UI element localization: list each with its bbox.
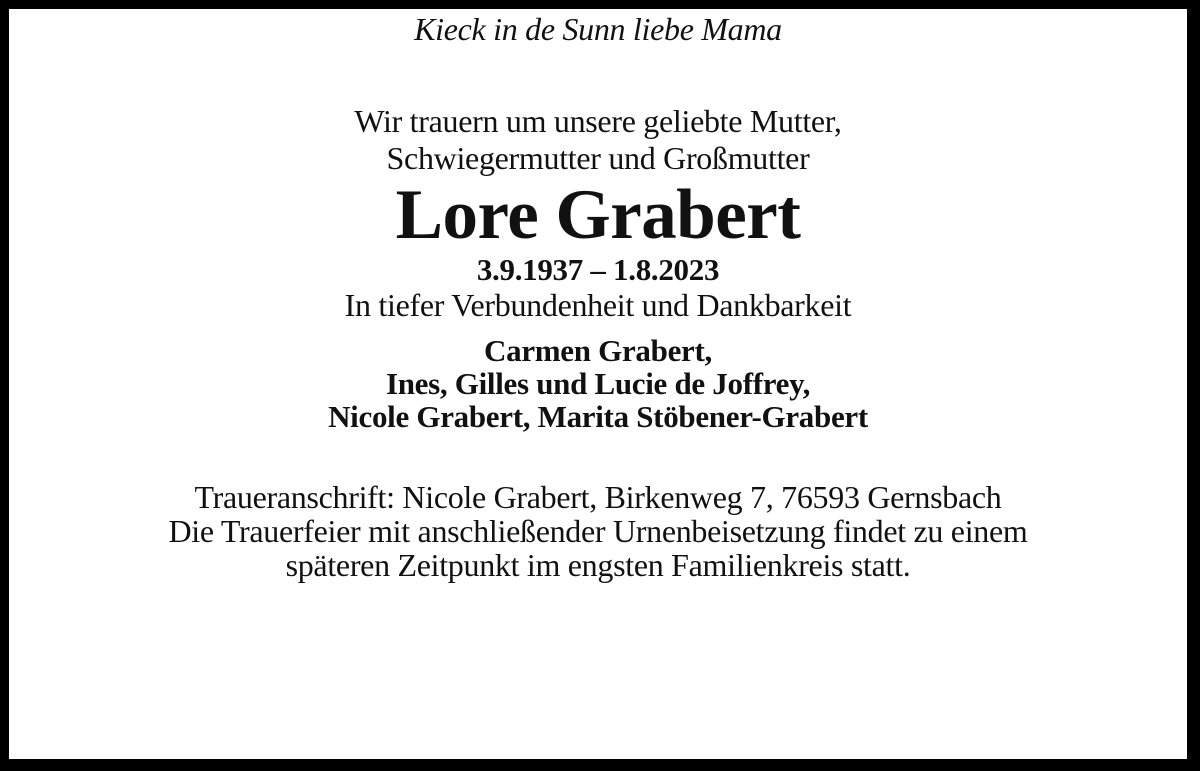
intro-line-1: Wir trauern um unsere geliebte Mutter,: [354, 103, 842, 139]
footer-ceremony-line-2: späteren Zeitpunkt im engsten Familienkreis statt.: [285, 547, 911, 583]
mourner-line: Ines, Gilles und Lucie de Joffrey,: [385, 366, 811, 401]
footer-block: [9, 480, 1187, 582]
mourners-list: [9, 334, 1187, 433]
intro-line-2: Schwiegermutter und Großmutter: [386, 140, 810, 176]
condolence-line: In tiefer Verbundenheit und Dankbarkeit: [344, 287, 852, 323]
footer-address-line: Traueranschrift: Nicole Grabert, Birkenweg 7, 76593 Gernsbach: [194, 479, 1002, 515]
footer-ceremony-line-1: Die Trauerfeier mit anschließender Urnenbeisetzung findet zu einem: [168, 513, 1028, 549]
epigraph-line: Kieck in de Sunn liebe Mama: [414, 11, 782, 47]
deceased-name: Lore Grabert: [395, 176, 801, 254]
life-dates: 3.9.1937 – 1.8.2023: [476, 252, 720, 287]
intro-block: [9, 103, 1187, 177]
mourner-line: Carmen Grabert,: [484, 333, 712, 368]
mourner-line: Nicole Grabert, Marita Stöbener-Grabert: [328, 399, 868, 434]
obituary-content: [9, 9, 1187, 759]
